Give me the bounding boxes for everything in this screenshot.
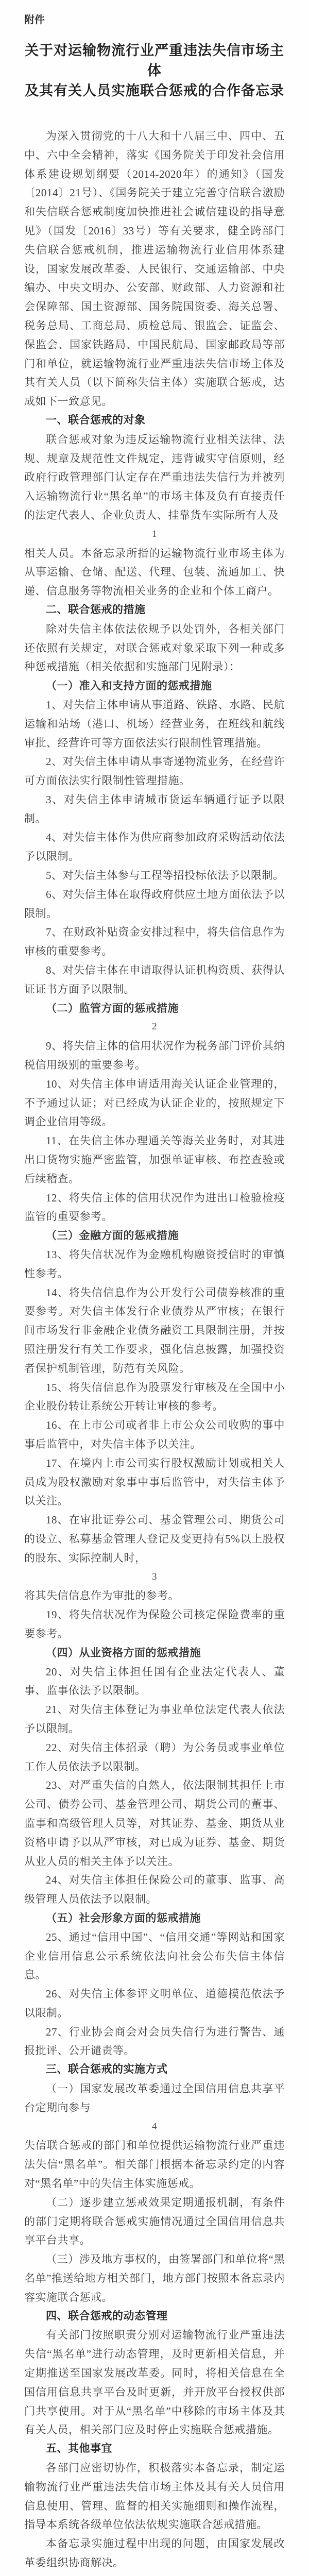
doc-item: 4、对失信主体作为供应商参加政府采购活动依法予以限制。 <box>24 831 285 863</box>
doc-subheading: （一）准入和支持方面的惩戒措施 <box>46 680 212 692</box>
doc-heading1: 三、联合惩戒的实施方式 <box>46 2063 168 2076</box>
doc-item: 18、在审批证券公司、基金管理公司、期货公司的设立、私募基金管理人登记及变更持有5%以上股权的股东、实际控制人时， <box>24 1514 285 1564</box>
document-body <box>24 127 285 2576</box>
doc-paragraph: （一）国家发展改革委通过全国信用信息共享平台定期向参与 <box>24 2082 285 2114</box>
doc-paragraph <box>24 2572 285 2576</box>
doc-item: 7、在财政补贴资金安排过程中，将失信信息作为审核的重要参考。 <box>24 926 285 958</box>
doc-item: 15、将失信信息作为股票发行审核及在全国中小企业股份转让系统公开转让审核的参考。 <box>24 1381 285 1413</box>
document-title-line1: 关于对运输物流行业严重违法失信市场主体 <box>25 43 284 78</box>
doc-paragraph: 有关部门按照职责分别对运输物流行业严重违法失信“黑名单”进行动态管理，及时更新相关信息，并定期推送至国家发展改革委。同时，将相关信息在全国信用信息共享平台及时更新，并开放平台授权供部门共享使用。对于从“黑名单”中移除的市场主体及其有关人员，相关部门应及时停止实施联合惩戒措施。 <box>24 2329 285 2436</box>
page-number: 1 <box>152 528 157 539</box>
document-title-line2: 及其有关人员实施联合惩戒的合作备忘录 <box>25 83 284 98</box>
doc-subheading: （四）从业资格方面的惩戒措施 <box>46 1646 201 1659</box>
doc-item: 22、对失信主体招录（聘）为公务员或事业单位工作人员依法予以限制。 <box>24 1741 285 1773</box>
doc-subheading: （五）社会形象方面的惩戒措施 <box>46 1911 201 1924</box>
doc-heading1: 四、联合惩戒的动态管理 <box>46 2310 168 2322</box>
doc-item: 14、将失信信息作为公开发行公司债券核准的重要参考。对失信主体发行企业债券从严审核；在银行间市场发行非金融企业债务融资工具限制注册，并按照注册发行有关工作要求，强化信息披露，加强投资者保护机制管理，防范有关风险。 <box>24 1286 285 1375</box>
doc-item: 12、将失信主体的信用状况作为进出口检验检疫监管的重要参考。 <box>24 1191 285 1223</box>
doc-paragraph: 本备忘录实施过程中出现的问题，由国家发展改革委组织协商解决。 <box>24 2537 285 2569</box>
doc-item: 10、对失信主体申请适用海关认证企业管理的，不予通过认证；对已经成为认证企业的，按照规定下调企业信用等级。 <box>24 1077 285 1128</box>
doc-item: 21、对失信主体登记为事业单位法定代表人依法予以限制。 <box>24 1703 285 1735</box>
doc-item: 1、对失信主体申请从事道路、铁路、水路、民航运输和站场（港口、机场）经营业务，在班线和航线审批、经营许可等方面依法实行限制性管理措施。 <box>24 698 285 749</box>
doc-paragraph: （三）涉及地方事权的，由签署部门和单位将“黑名单”推送给地方相关部门，地方部门按照本备忘录内容实施联合惩戒。 <box>24 2253 285 2303</box>
doc-heading1: 一、联合惩戒的对象 <box>46 414 146 426</box>
doc-item: 26、对失信主体参评文明单位、道德模范依法予以限制。 <box>24 1988 285 2019</box>
doc-item: 16、在上市公司或者非上市公众公司收购的事中事后监管中，对失信主体予以关注。 <box>24 1419 285 1450</box>
document-title <box>24 41 285 101</box>
doc-item: 13、将失信状况作为金融机构融资授信时的审慎性参考。 <box>24 1248 285 1280</box>
doc-item: 24、对失信主体担任保险公司的董事、监事、高级管理人员依法予以限制。 <box>24 1874 285 1906</box>
doc-paragraph: 除对失信主体依法依规予以处罚外，各相关部门还依照有关规定，对联合惩戒对象采取下列一种或多种惩戒措施（相关依据和实施部门见附录）： <box>24 622 285 673</box>
doc-item: 9、将失信主体的信用状况作为税务部门评价其纳税信用级别的重要参考。 <box>24 1040 285 1072</box>
doc-item: 3、对失信主体申请城市货运车辆通行证予以限制。 <box>24 793 285 825</box>
doc-paragraph: 为深入贯彻党的十八大和十八届三中、四中、五中、六中全会精神，落实《国务院关于印发社会信用体系建设规划纲要（2014-2020年）的通知》（国发〔2014〕21号）、《国务院关于建立完善守信联合激励和失信联合惩戒制度加快推进社会诚信建设的指导意见》（国发〔2016〕33号）等有关要求，健全跨部门失信联合惩戒机制，推进运输物流行业信用体系建设，国家发展改革委、人民银行、交通运输部、中央编办、中央文明办、公安部、财政部、人力资源和社会保障部、国土资源部、国务院国资委、海关总署、税务总局、工商总局、质检总局、银监会、证监会、保监会、国家铁路局、中国民航局、国家邮政局等部门和单位，就运输物流行业严重违法失信市场主体及其有关人员（以下简称失信主体）实施联合惩戒，达成如下一致意见。 <box>24 130 285 408</box>
doc-subheading: （二）监管方面的惩戒措施 <box>46 1002 179 1014</box>
doc-item: 19、将失信状况作为保险公司核定保险费率的重要参考。 <box>24 1608 285 1640</box>
doc-item: 5、对失信主体参与工程等招投标依法予以限制。 <box>46 869 284 882</box>
doc-paragraph: 联合惩戒对象为违反运输物流行业相关法律、法规、规章及规范性文件规定，违背诚实守信原则，经政府行政管理部门认定存在严重违法失信行为并被列入运输物流行业“黑名单”的市场主体及负有直接责任的法定代表人、企业负责人、挂靠货车实际所有人及 <box>24 433 285 521</box>
doc-heading1: 二、联合惩戒的措施 <box>46 603 146 616</box>
doc-item: 17、在境内上市公司实行股权激励计划或相关人员成为股权激励对象事中事后监管中，对失信主体予以关注。 <box>24 1456 285 1507</box>
doc-item: 6、对失信主体在取得政府供应土地方面依法予以限制。 <box>24 888 285 920</box>
doc-item: 27、行业协会商会对会员失信行为进行警告、通报批评、公开谴责等。 <box>24 2025 285 2057</box>
doc-paragraph-cont: 将其失信信息作为审批的参考。 <box>24 1589 179 1602</box>
doc-subheading: （三）金融方面的惩戒措施 <box>46 1229 179 1242</box>
doc-paragraph: （二）逐步建立惩戒效果定期通报机制，有条件的部门定期将联合惩戒实施情况通过全国信用信息共享平台共享。 <box>24 2196 285 2247</box>
doc-item: 11、在失信主体办理通关等海关业务时，对其进出口货物实施严密监管，加强单证审核、布控查验或后续稽查。 <box>24 1134 285 1185</box>
page-number: 2 <box>152 1021 157 1032</box>
page-number: 4 <box>152 2121 157 2132</box>
doc-item: 25、通过“信用中国”、“信用交通”等网站和国家企业信用信息公示系统依法向社会公布失信主体信息。 <box>24 1930 285 1981</box>
attachment-label: 附件 <box>24 14 45 26</box>
doc-item: 2、对失信主体申请从事寄递物流业务，在经营许可方面依法实行限制性管理措施。 <box>24 755 285 787</box>
doc-paragraph: 各部门应密切协作，积极落实本备忘录，制定运输物流行业严重违法失信市场主体及其有关人员信用信息使用、管理、监督的相关实施细则和操作流程，指导本系统各级单位依法依规实施联合惩戒措施。 <box>24 2462 285 2531</box>
doc-paragraph-cont: 失信联合惩戒的部门和单位提供运输物流行业严重违法失信“黑名单”。相关部门根据本备忘录约定的内容对“黑名单”中的失信主体实施惩戒。 <box>24 2139 285 2190</box>
doc-item: 23、对严重失信的自然人，依法限制其担任上市公司、债券公司、基金管理公司、期货公司的董事、监事和高级管理人员等，对其证券、基金、期货从业资格申请予以从严审核，对已成为证券、基金、期货从业人员的相关主体予以关注。 <box>24 1779 285 1868</box>
doc-paragraph-cont: 相关人员。本备忘录所指的运输物流行业市场主体为从事运输、仓储、配送、代理、包装、流通加工、快递、信息服务等物流相关业务的企业和个体工商户。 <box>24 547 285 598</box>
doc-heading1: 五、其他事宜 <box>46 2443 112 2455</box>
doc-item: 20、对失信主体担任国有企业法定代表人、董事、监事依法予以限制。 <box>24 1665 285 1697</box>
doc-item: 8、对失信主体在申请取得认证机构资质、获得认证证书方面予以限制。 <box>24 964 285 995</box>
page-number: 3 <box>152 1571 157 1582</box>
